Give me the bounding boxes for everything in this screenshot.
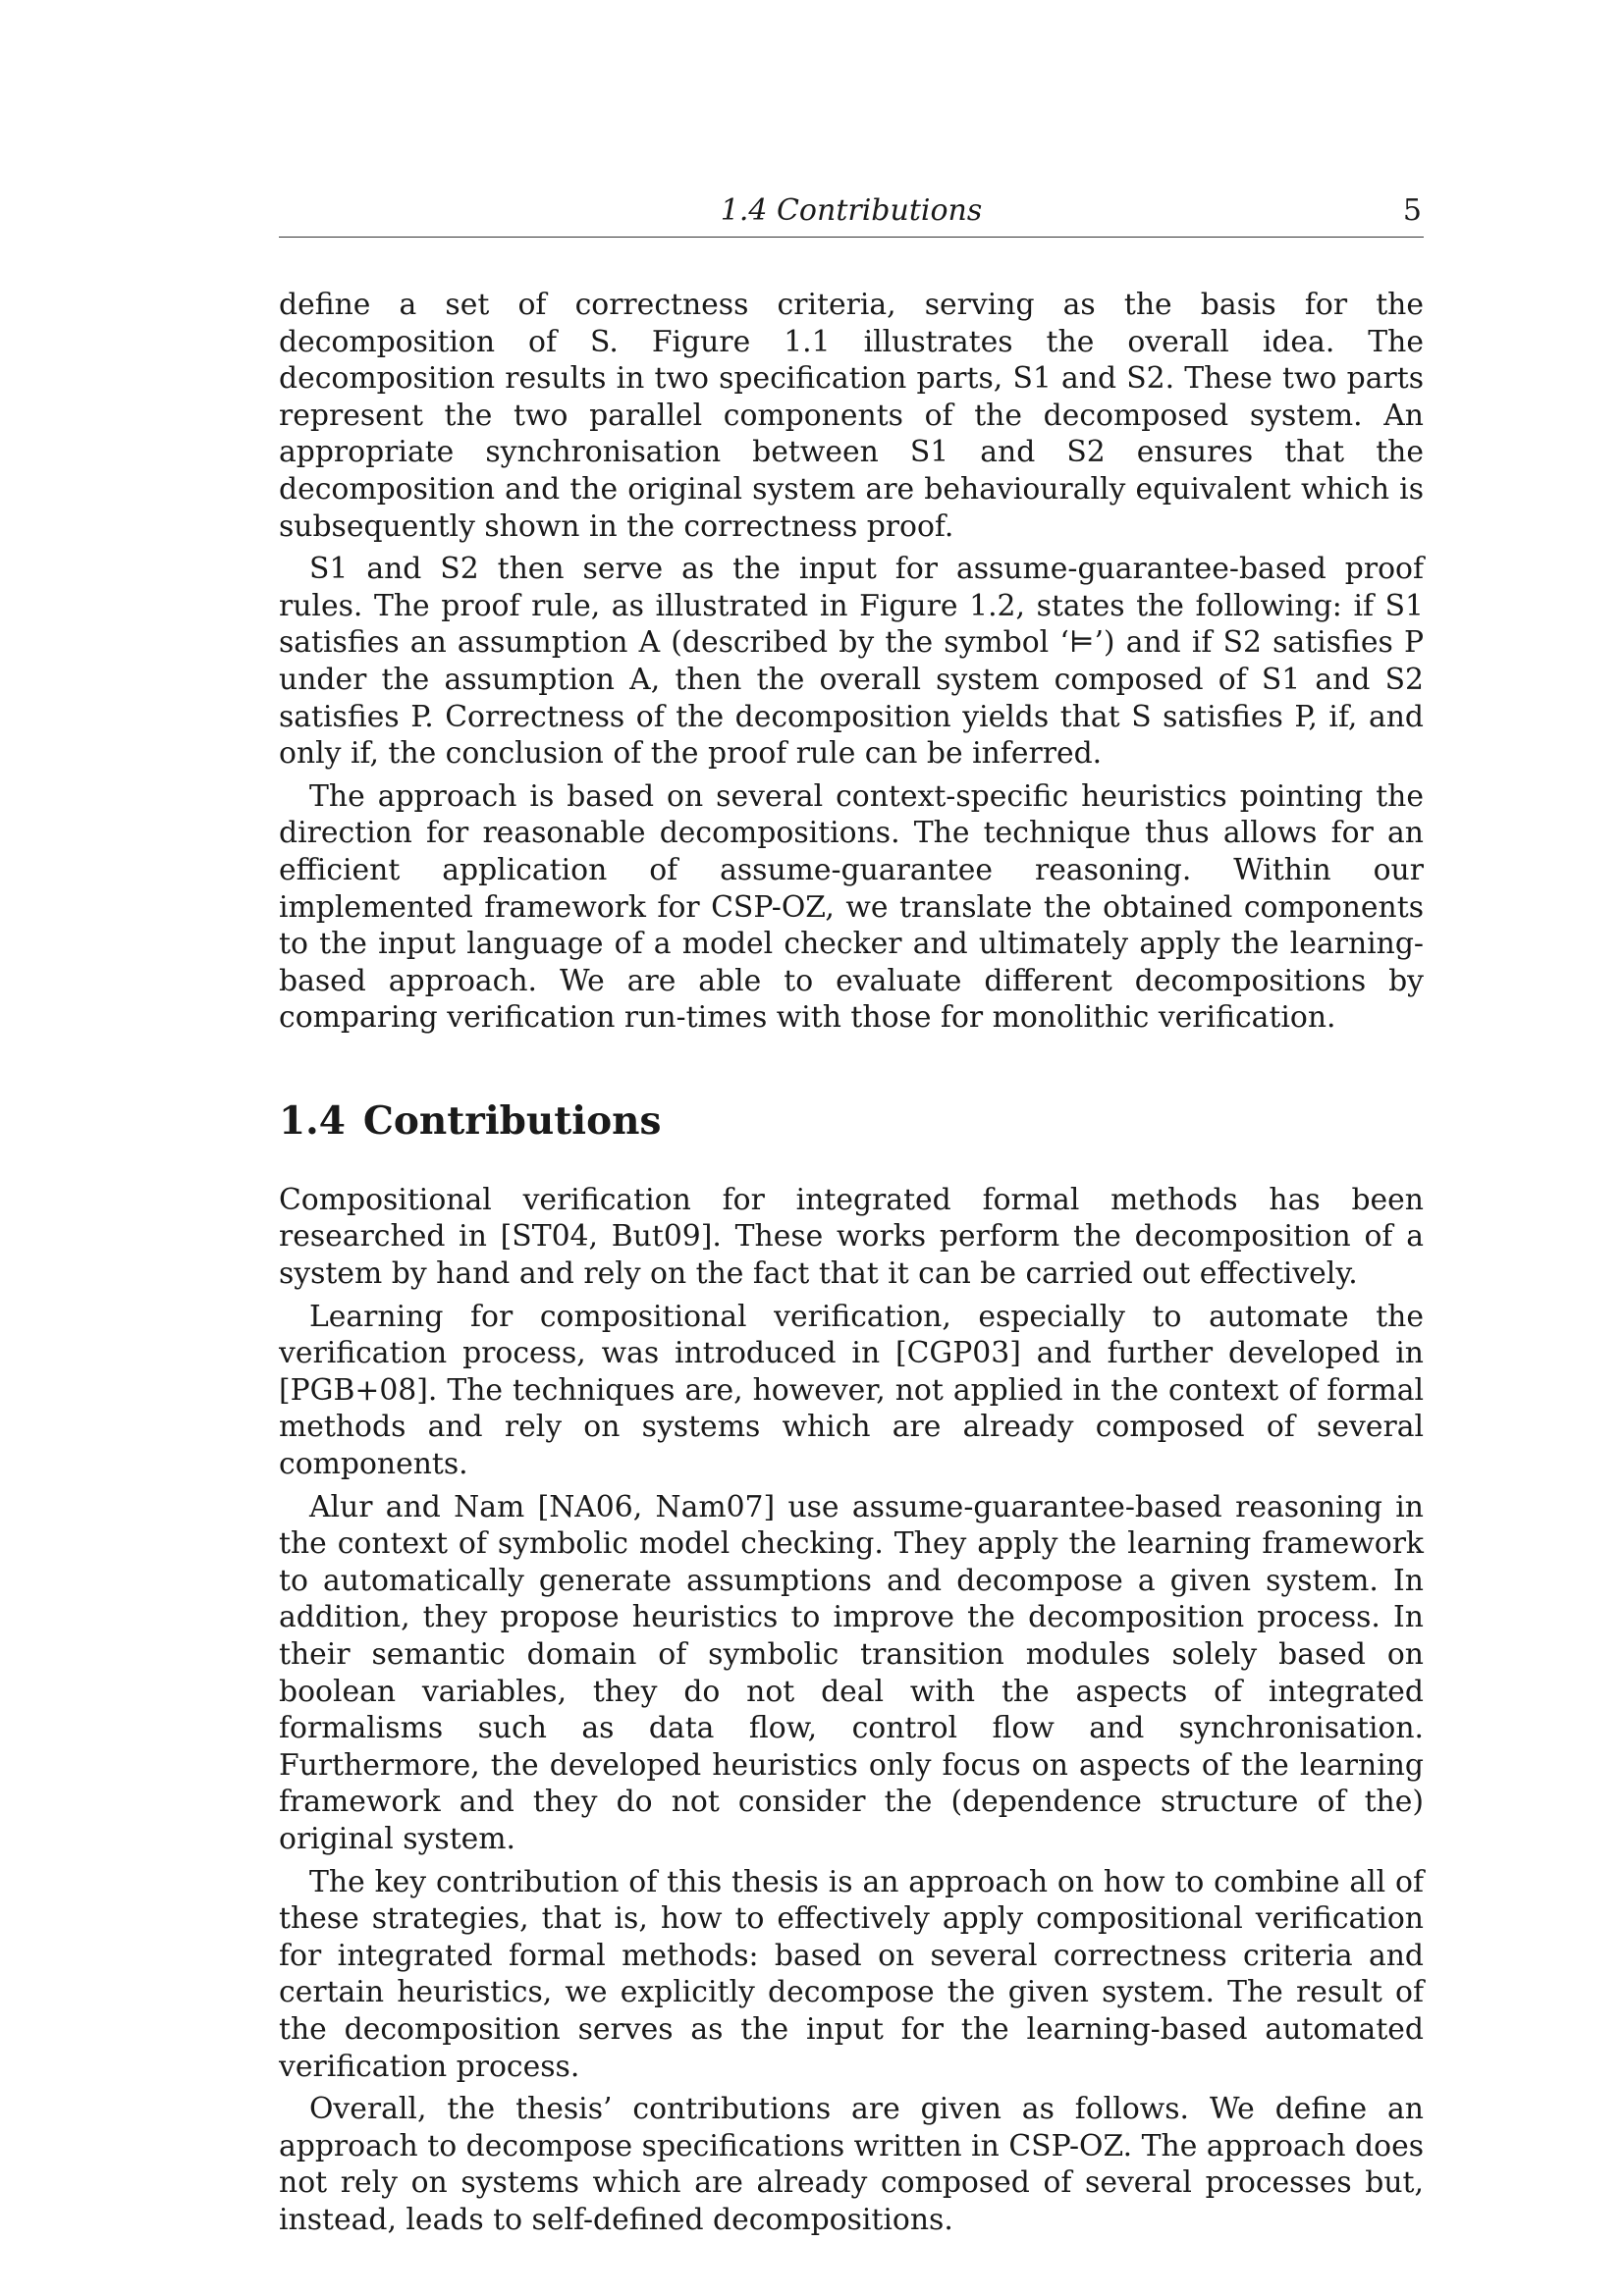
paragraph-7: The key contribution of this thesis is an approach on how to combine all of these strategies, that is, how to effectively apply compositional verification for integrated formal methods: based on several correctness criteria and certain heuristics, we explicitly decompose the given system. The result of the decomposition serves as the input for the learning-based automated verification process.	[279, 1864, 1424, 2084]
paragraph-6: Alur and Nam [NA06, Nam07] use assume-guarantee-based reasoning in the context of symbolic model checking. They apply the learning framework to automatically generate assumptions and decompose a given system. In addition, they propose heuristics to improve the decomposition process. In their semantic domain of symbolic transition modules solely based on boolean variables, they do not deal with the aspects of integrated formalisms such as data flow, control flow and synchronisation. Furthermore, the developed heuristics only focus on aspects of the learning framework and they do not consider the (dependence structure of the) original system.	[279, 1489, 1424, 1856]
paragraph-4: Compositional verification for integrated formal methods has been researched in [ST04, But09]. These works perform the decomposition of a system by hand and rely on the fact that it can be carried out effectively.	[279, 1182, 1424, 1292]
section-title: Contributions	[362, 1097, 662, 1144]
running-title: 1.4 Contributions	[720, 193, 983, 228]
paragraph-5: Learning for compositional verification, especially to automate the verification process, was introduced in [CGP03] and further developed in [PGB+08]. The techniques are, however, not applied in the context of formal methods and rely on systems which are already composed of several components.	[279, 1299, 1424, 1482]
section-number: 1.4	[279, 1097, 346, 1144]
page-number: 5	[1402, 193, 1422, 228]
running-header	[279, 191, 1424, 238]
paragraph-3: The approach is based on several context-specific heuristics pointing the direction for reasonable decompositions. The technique thus allows for an efficient application of assume-guarantee reasoning. Within our implemented framework for CSP-OZ, we translate the obtained components to the input language of a model checker and ultimately apply the learning-based approach. We are able to evaluate different decompositions by comparing verification run-times with those for monolithic verification.	[279, 778, 1424, 1036]
paragraph-8: Overall, the thesis’ contributions are given as follows. We define an approach to decompose specifications written in CSP-OZ. The approach does not rely on systems which are already composed of several processes but, instead, leads to self-defined decompositions.	[279, 2092, 1424, 2237]
body-text	[279, 287, 1424, 2239]
paragraph-1: define a set of correctness criteria, serving as the basis for the decomposition of S. Figure 1.1 illustrates the overall idea. The decomposition results in two specification parts, S1 and S2. These two parts represent the two parallel components of the decomposed system. An appropriate synchronisation between S1 and S2 ensures that the decomposition and the original system are behaviourally equivalent which is subsequently shown in the correctness proof.	[279, 288, 1424, 544]
page	[279, 191, 1424, 2239]
section-heading	[279, 1099, 1424, 1143]
paragraph-2: S1 and S2 then serve as the input for assume-guarantee-based proof rules. The proof rule, as illustrated in Figure 1.2, states the following: if S1 satisfies an assumption A (described by the symbol ‘⊨’) and if S2 satisfies P under the assumption A, then the overall system composed of S1 and S2 satisfies P. Correctness of the decomposition yields that S satisfies P, if, and only if, the conclusion of the proof rule can be inferred.	[279, 552, 1424, 772]
